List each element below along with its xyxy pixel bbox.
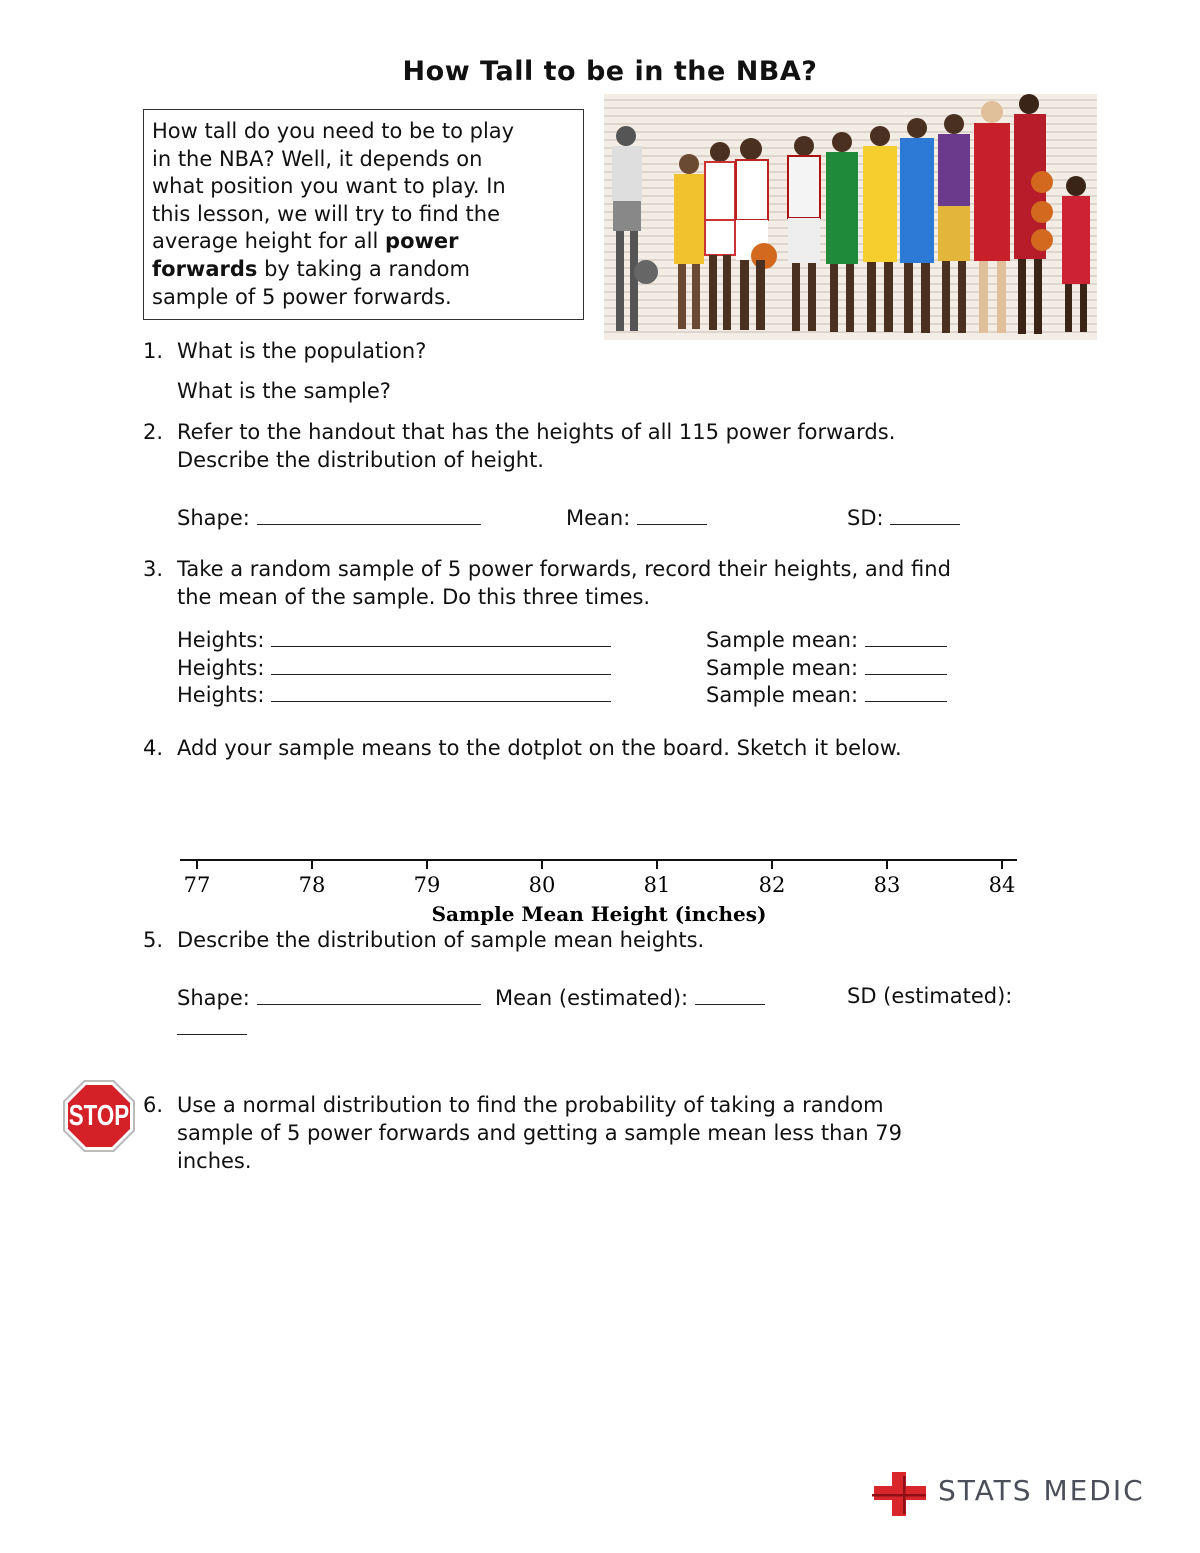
heights-label: Heights: (177, 683, 265, 707)
question-number: 2. (143, 420, 164, 444)
q2-shape-field[interactable] (177, 502, 481, 532)
question-3-line2: the mean of the sample. Do this three times. (177, 585, 651, 609)
question-1 (143, 337, 426, 365)
stop-text: STOP (68, 1097, 130, 1132)
answer-blank[interactable] (865, 624, 947, 647)
sd-label: SD: (847, 506, 884, 530)
stats-medic-cross-logo-icon (872, 1470, 928, 1518)
sample-mean-label: Sample mean: (706, 656, 859, 680)
answer-blank[interactable] (637, 502, 707, 525)
q5-sd-blank[interactable] (177, 1012, 247, 1035)
dotplot-axis[interactable] (170, 850, 1030, 930)
heights-field-3[interactable] (177, 679, 611, 709)
axis-ticks (184, 860, 1016, 897)
question-text: Take a random sample of 5 power forwards, record their heights, and find (177, 557, 951, 581)
intro-box (143, 109, 584, 320)
question-number: 6. (143, 1093, 164, 1117)
axis-tick-label: 77 (183, 873, 211, 897)
q2-mean-field[interactable] (566, 502, 707, 532)
heights-field-2[interactable] (177, 652, 611, 682)
question-text: Refer to the handout that has the heights of all 115 power forwards. (177, 420, 896, 444)
mean-label: Mean: (566, 506, 631, 530)
intro-line: what position you want to play. In (152, 174, 506, 199)
question-5 (143, 926, 704, 954)
intro-text: average height for all (152, 229, 386, 254)
question-number: 4. (143, 736, 164, 760)
question-text: What is the population? (177, 339, 427, 363)
sample-mean-field-2[interactable] (706, 652, 947, 682)
answer-blank[interactable] (271, 624, 611, 647)
intro-line: How tall do you need to be to play (152, 119, 515, 143)
question-6-line2: sample of 5 power forwards and getting a sample mean less than 79 (177, 1121, 902, 1145)
axis-tick-label: 84 (988, 873, 1016, 897)
question-3 (143, 555, 951, 583)
answer-blank[interactable] (695, 982, 765, 1005)
axis-tick-label: 78 (298, 873, 326, 897)
answer-blank[interactable] (865, 679, 947, 702)
axis-tick-label: 82 (758, 873, 786, 897)
axis-tick-label: 80 (528, 873, 556, 897)
axis-tick-label: 83 (873, 873, 901, 897)
intro-line: in the NBA? Well, it depends on (152, 146, 483, 171)
sample-mean-field-3[interactable] (706, 679, 947, 709)
question-6 (143, 1091, 884, 1119)
sample-mean-field-1[interactable] (706, 624, 947, 654)
question-number: 1. (143, 339, 164, 363)
heights-field-1[interactable] (177, 624, 611, 654)
shape-label: Shape: (177, 506, 250, 530)
q2-sd-field[interactable] (847, 502, 960, 532)
q5-sd-label: SD (estimated): (847, 984, 1013, 1008)
answer-blank[interactable] (271, 679, 611, 702)
question-2 (143, 418, 895, 446)
question-text: Use a normal distribution to find the probability of taking a random (177, 1093, 884, 1117)
answer-blank[interactable] (257, 502, 481, 525)
question-text: Add your sample means to the dotplot on the board. Sketch it below. (177, 736, 902, 760)
intro-bold-power: power (385, 229, 459, 254)
heights-label: Heights: (177, 656, 265, 680)
answer-blank[interactable] (271, 652, 611, 675)
sample-mean-label: Sample mean: (706, 628, 859, 652)
shape-label: Shape: (177, 986, 250, 1010)
answer-blank[interactable] (890, 502, 960, 525)
intro-line (152, 228, 575, 256)
mean-estimated-label: Mean (estimated): (495, 986, 689, 1010)
question-number: 3. (143, 557, 164, 581)
question-text: Describe the distribution of sample mean heights. (177, 928, 705, 952)
intro-text: by taking a random (257, 256, 470, 281)
intro-bold-forwards: forwards (152, 256, 258, 281)
q5-mean-field[interactable] (495, 982, 765, 1012)
question-1-sample: What is the sample? (177, 379, 391, 403)
sample-mean-label: Sample mean: (706, 683, 859, 707)
stats-medic-logo-text: STATS MEDIC (938, 1474, 1145, 1507)
intro-line (152, 256, 575, 284)
stop-sign-icon (62, 1079, 136, 1153)
answer-blank[interactable] (257, 982, 481, 1005)
axis-tick-label: 81 (643, 873, 671, 897)
page-title: How Tall to be in the NBA? (402, 56, 818, 87)
axis-title: Sample Mean Height (inches) (431, 902, 767, 926)
question-number: 5. (143, 928, 164, 952)
q5-shape-field[interactable] (177, 982, 481, 1012)
nba-players-lineup-image (604, 94, 1097, 340)
question-2-line2: Describe the distribution of height. (177, 448, 544, 472)
heights-label: Heights: (177, 628, 265, 652)
question-6-line3: inches. (177, 1149, 252, 1173)
axis-tick-label: 79 (413, 873, 441, 897)
intro-line: this lesson, we will try to find the (152, 201, 500, 226)
question-4 (143, 734, 902, 762)
answer-blank[interactable] (865, 652, 947, 675)
intro-line: sample of 5 power forwards. (152, 284, 452, 309)
